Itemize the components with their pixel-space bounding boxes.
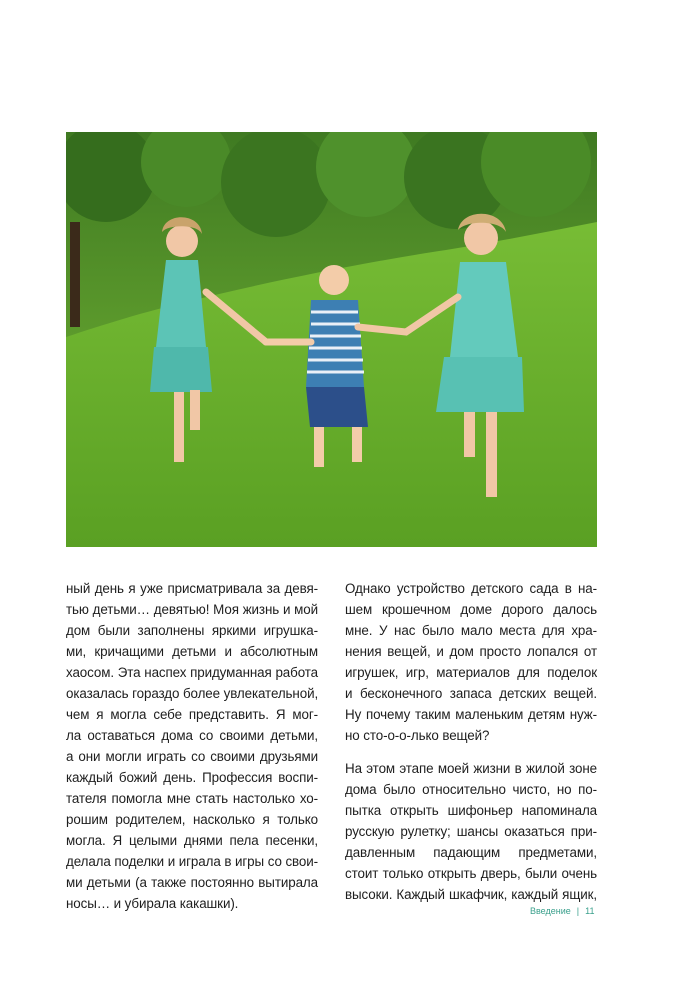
text-line: ми детьми (а также постоянно вытирала (66, 875, 318, 890)
text-line: ла оставаться дома со своими детьми, (66, 728, 318, 743)
text-line: русскую рулетку; шансы оказаться при- (345, 824, 597, 839)
text-line: но сто-о-о-лько вещей? (345, 728, 490, 743)
text-line: давленным падающим предметами, (345, 845, 597, 860)
left-column (66, 578, 318, 926)
text-line: На этом этапе моей жизни в жилой зоне (345, 761, 597, 776)
text-line: Однако устройство детского сада в на- (345, 581, 597, 596)
footer-section-title: Введение (530, 906, 571, 916)
text-line: дома было относительно чисто, но по- (345, 782, 597, 797)
text-line: хаосом. Эта наспех придуманная работа (66, 665, 318, 680)
text-line: мне. У нас было мало места для хра- (345, 623, 597, 638)
text-line: нения вещей, и дом просто лопался от (345, 644, 597, 659)
text-line: шем крошечном доме дорого далось (345, 602, 597, 617)
text-line: ный день я уже присматривала за девя- (66, 581, 318, 596)
text-line: оказалась гораздо более увлекательной, (66, 686, 319, 701)
text-line: пытка открыть шифоньер напоминала (345, 803, 597, 818)
page-number: 11 (585, 906, 595, 916)
text-line: дом были заполнены яркими игрушка- (66, 623, 318, 638)
footer-separator: | (576, 906, 580, 916)
text-line: каждый божий день. Профессия воспи- (66, 770, 318, 785)
text-line: а они могли играть со своими друзьями (66, 749, 318, 764)
text-line: высоки. Каждый шкафчик, каждый ящик, (345, 887, 597, 902)
text-line: и бесконечного запаса детских вещей. (345, 686, 597, 701)
text-line: могла. Я целыми днями пела песенки, (66, 833, 318, 848)
text-line: игрушек, игр, материалов для поделок (345, 665, 597, 680)
text-line: делала поделки и играла в игры со свои- (66, 854, 318, 869)
right-paragraph-1 (345, 578, 597, 746)
left-paragraph (66, 578, 318, 914)
right-column (345, 578, 597, 917)
text-line: стоит только открыть дверь, были очень (345, 866, 597, 881)
text-line: чем я могла себе представить. Я мог- (66, 707, 318, 722)
text-line: рошим родителем, насколько я только (66, 812, 318, 827)
children-running-photo (66, 132, 597, 547)
text-line: Ну почему таким маленьким детям нуж- (345, 707, 597, 722)
right-paragraph-2 (345, 758, 597, 905)
text-line: ми, кричащими детьми и абсолютным (66, 644, 318, 659)
text-line: носы… и убирала какашки). (66, 896, 239, 911)
text-line: тью детьми… девятью! Моя жизнь и мой (66, 602, 318, 617)
page-footer (530, 906, 600, 916)
text-line: тателя помогла мне стать настолько хо- (66, 791, 318, 806)
